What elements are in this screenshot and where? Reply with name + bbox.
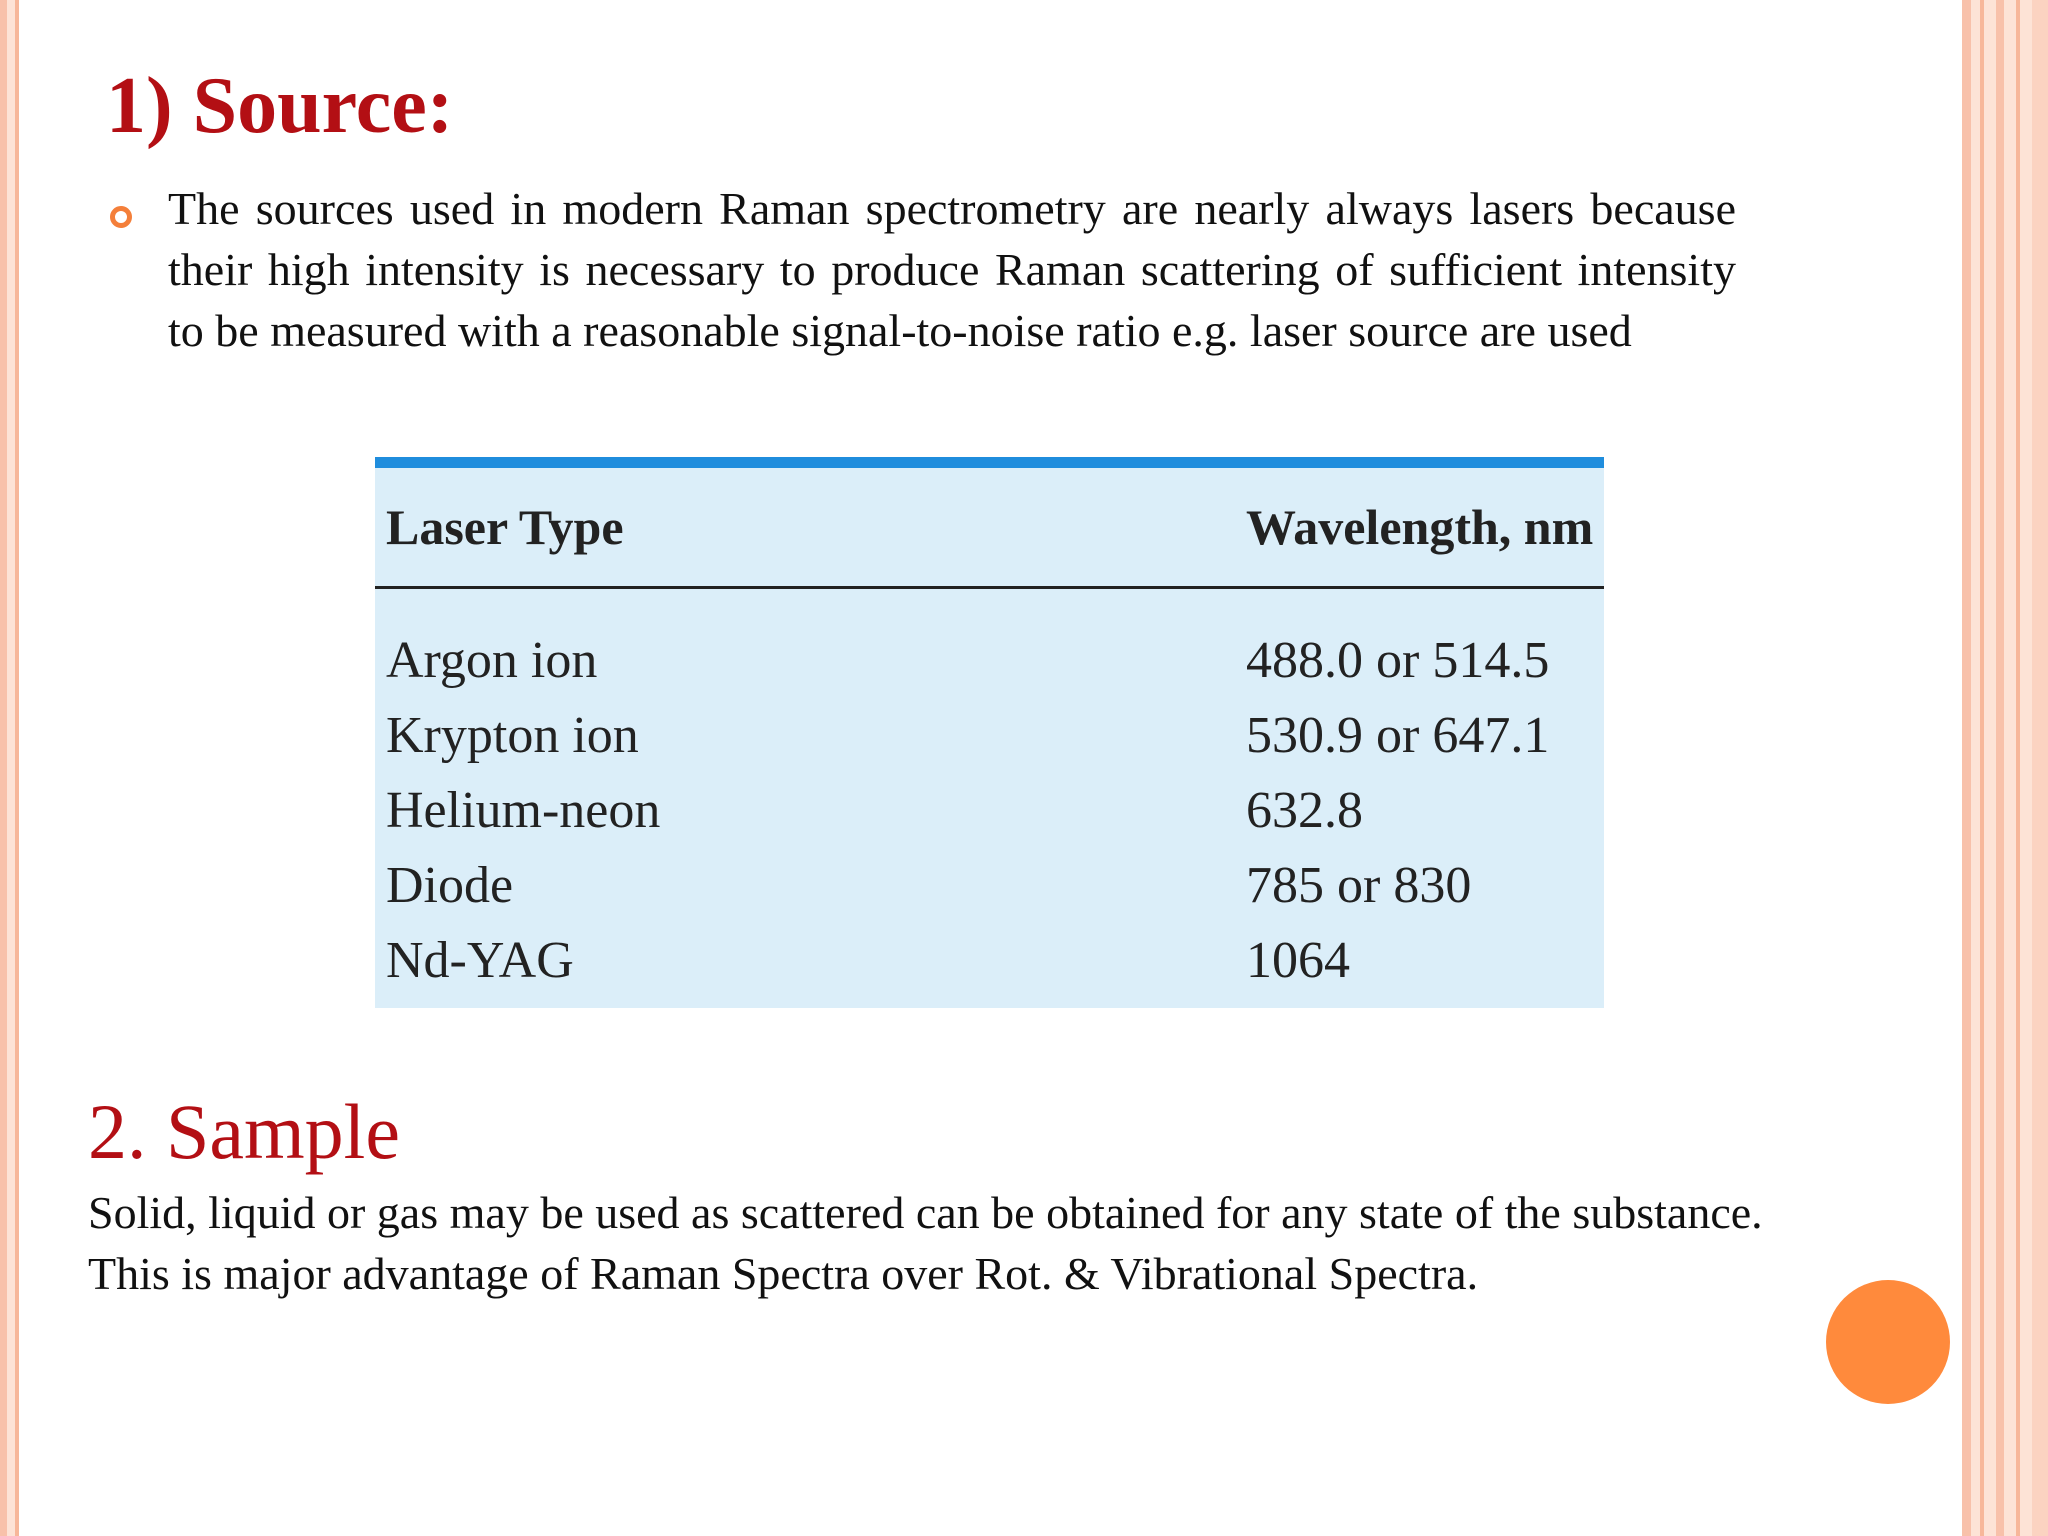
header-wavelength: Wavelength, nm [1246,499,1594,555]
sample-paragraph [88,1182,1968,1304]
sample-text-line: This is major advantage of Raman Spectra over Rot. & Vibrational Spectra. [88,1248,1479,1299]
sample-text-line: Solid, liquid or gas may be used as scattered can be obtained for any state of the substance. [88,1187,1763,1238]
left-border-band [7,0,15,1536]
laser-type-cell: Helium-neon [386,782,661,839]
table-row [375,623,1604,698]
laser-type-table [375,457,1604,1008]
table-row [375,698,1604,773]
wavelength-cell: 632.8 [1246,782,1363,839]
laser-type-cell: Diode [386,857,514,914]
left-border-stripe [0,0,7,1536]
laser-type-cell: Krypton ion [386,707,639,764]
right-border-stripe [1962,0,1971,1536]
slide-title: 1) Source: [106,62,454,150]
wavelength-cell: 488.0 or 514.5 [1246,632,1550,689]
wavelength-cell: 530.9 or 647.1 [1246,707,1550,764]
laser-type-cell: Argon ion [386,632,598,689]
right-border-edge [2032,0,2048,1536]
right-border-line [1980,0,1984,1536]
hollow-circle-bullet-icon [110,206,132,228]
left-border-line [15,0,19,1536]
header-laser-type: Laser Type [386,499,624,555]
table-body [375,623,1604,998]
wavelength-cell: 785 or 830 [1246,857,1472,914]
table-row [375,773,1604,848]
orange-circle-decoration [1826,1280,1950,1404]
table-row [375,923,1604,998]
right-border-stripe [1996,0,2004,1536]
source-bullet-text: The sources used in modern Raman spectrometry are nearly always lasers because their high intensity is necessary to produce Raman scattering of sufficient intensity to be measured with a reasonable signal-to-noise ratio e.g. laser source are used [168,183,1736,356]
table-row [375,848,1604,923]
laser-type-cell: Nd-YAG [386,932,574,989]
right-border-line [2016,0,2020,1536]
table-header-row [375,468,1604,589]
wavelength-cell: 1064 [1246,932,1350,989]
sample-heading: 2. Sample [88,1088,400,1175]
